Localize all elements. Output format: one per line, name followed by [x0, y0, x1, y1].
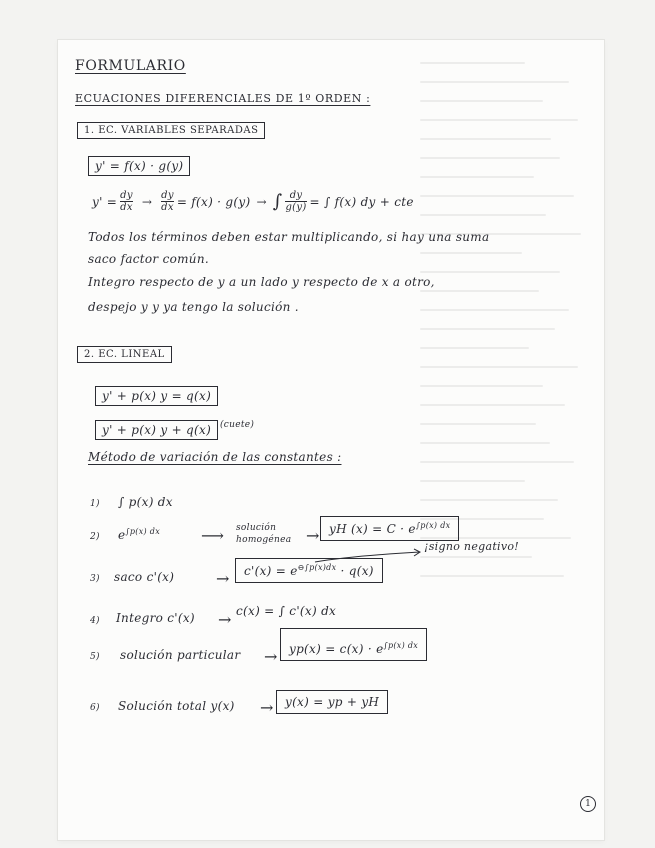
separable-formula-box: y' = f(x) · g(y) — [88, 156, 190, 176]
linear-formula-box-2: y' + p(x) y + q(x) — [95, 420, 218, 440]
step1-text: ∫ p(x) dx — [118, 495, 173, 509]
constant-derivative-box — [235, 558, 383, 583]
step2-base: e — [118, 528, 126, 542]
right-arrow-icon: → — [256, 194, 267, 209]
negative-sign-annotation: ¡signo negativo! — [424, 540, 520, 553]
box-superscript: ⊖∫p(x)dx — [297, 563, 337, 572]
fraction-denominator: dx — [161, 202, 174, 213]
step4-text: Integro c'(x) — [116, 611, 195, 625]
note-line-3: Integro respecto de y a un lado y respecto de x a otro, — [88, 275, 435, 289]
particular-solution-box — [280, 628, 427, 661]
step-number: 6) — [90, 703, 100, 713]
step6-text: Solución total y(x) — [118, 699, 235, 713]
step5-text: solución particular — [120, 648, 241, 662]
step-number: 2) — [90, 532, 100, 542]
right-arrow-icon: → — [141, 194, 153, 209]
right-arrow-icon: → — [264, 647, 278, 666]
separable-derivation — [92, 190, 414, 213]
total-solution-box: y(x) = yp + yH — [276, 690, 388, 714]
label-line-2: homogénea — [236, 535, 292, 545]
step-number: 5) — [90, 652, 100, 662]
step-number: 4) — [90, 616, 100, 626]
method-title: Método de variación de las constantes : — [88, 450, 342, 464]
note-line-4: despejo y y ya tengo la solución . — [88, 300, 299, 314]
right-arrow-icon: ⟶ — [201, 526, 225, 545]
right-arrow-icon: → — [260, 698, 274, 717]
derivation-mid: = f(x) · g(y) — [176, 194, 251, 209]
fraction-numerator: dy — [289, 190, 303, 201]
note-line-2: saco factor común. — [88, 252, 209, 266]
formula-note: (cuete) — [220, 420, 255, 430]
integral-sign-icon: ∫ — [272, 191, 283, 212]
right-arrow-icon: → — [306, 526, 320, 545]
box-text: c'(x) = e — [244, 564, 298, 578]
label-line-1: solución — [236, 523, 277, 533]
fraction-denominator: dx — [120, 202, 133, 213]
fraction-dy-dx — [120, 190, 133, 213]
page-number: 1 — [580, 796, 596, 812]
derivation-lhs: y' = — [92, 194, 118, 209]
homogeneous-label — [236, 522, 291, 546]
section1-label: 1. EC. VARIABLES SEPARADAS — [77, 122, 265, 139]
box-tail: · q(x) — [340, 564, 374, 578]
box-text: yH (x) = C · e — [329, 522, 416, 536]
section-heading: ECUACIONES DIFERENCIALES DE 1º ORDEN : — [75, 92, 371, 105]
derivation-rhs: = ∫ f(x) dy + cte — [309, 194, 414, 209]
box-superscript: ∫p(x) dx — [415, 521, 451, 530]
right-arrow-icon: → — [218, 610, 232, 629]
step2-exp — [118, 527, 160, 542]
homogeneous-solution-box — [320, 516, 459, 541]
box-text: yp(x) = c(x) · e — [289, 642, 384, 656]
right-arrow-icon: → — [216, 569, 230, 588]
fraction-numerator: dy — [161, 190, 174, 201]
step3-text: saco c'(x) — [114, 570, 175, 584]
fraction-denominator: g(y) — [285, 202, 307, 213]
fraction-dy-dx-2 — [161, 190, 174, 213]
step2-superscript: ∫p(x) dx — [125, 527, 161, 536]
step-number: 3) — [90, 574, 100, 584]
page-title: FORMULARIO — [75, 58, 186, 74]
fraction-dy-gy — [285, 190, 306, 213]
section2-label: 2. EC. LINEAL — [77, 346, 172, 363]
linear-formula-box: y' + p(x) y = q(x) — [95, 386, 218, 406]
note-line-1: Todos los términos deben estar multiplicando, si hay una suma — [88, 230, 490, 244]
box-superscript: ∫p(x) dx — [383, 641, 419, 650]
fraction-numerator: dy — [120, 190, 133, 201]
step-number: 1) — [90, 499, 100, 509]
step4-result: c(x) = ∫ c'(x) dx — [236, 604, 337, 618]
